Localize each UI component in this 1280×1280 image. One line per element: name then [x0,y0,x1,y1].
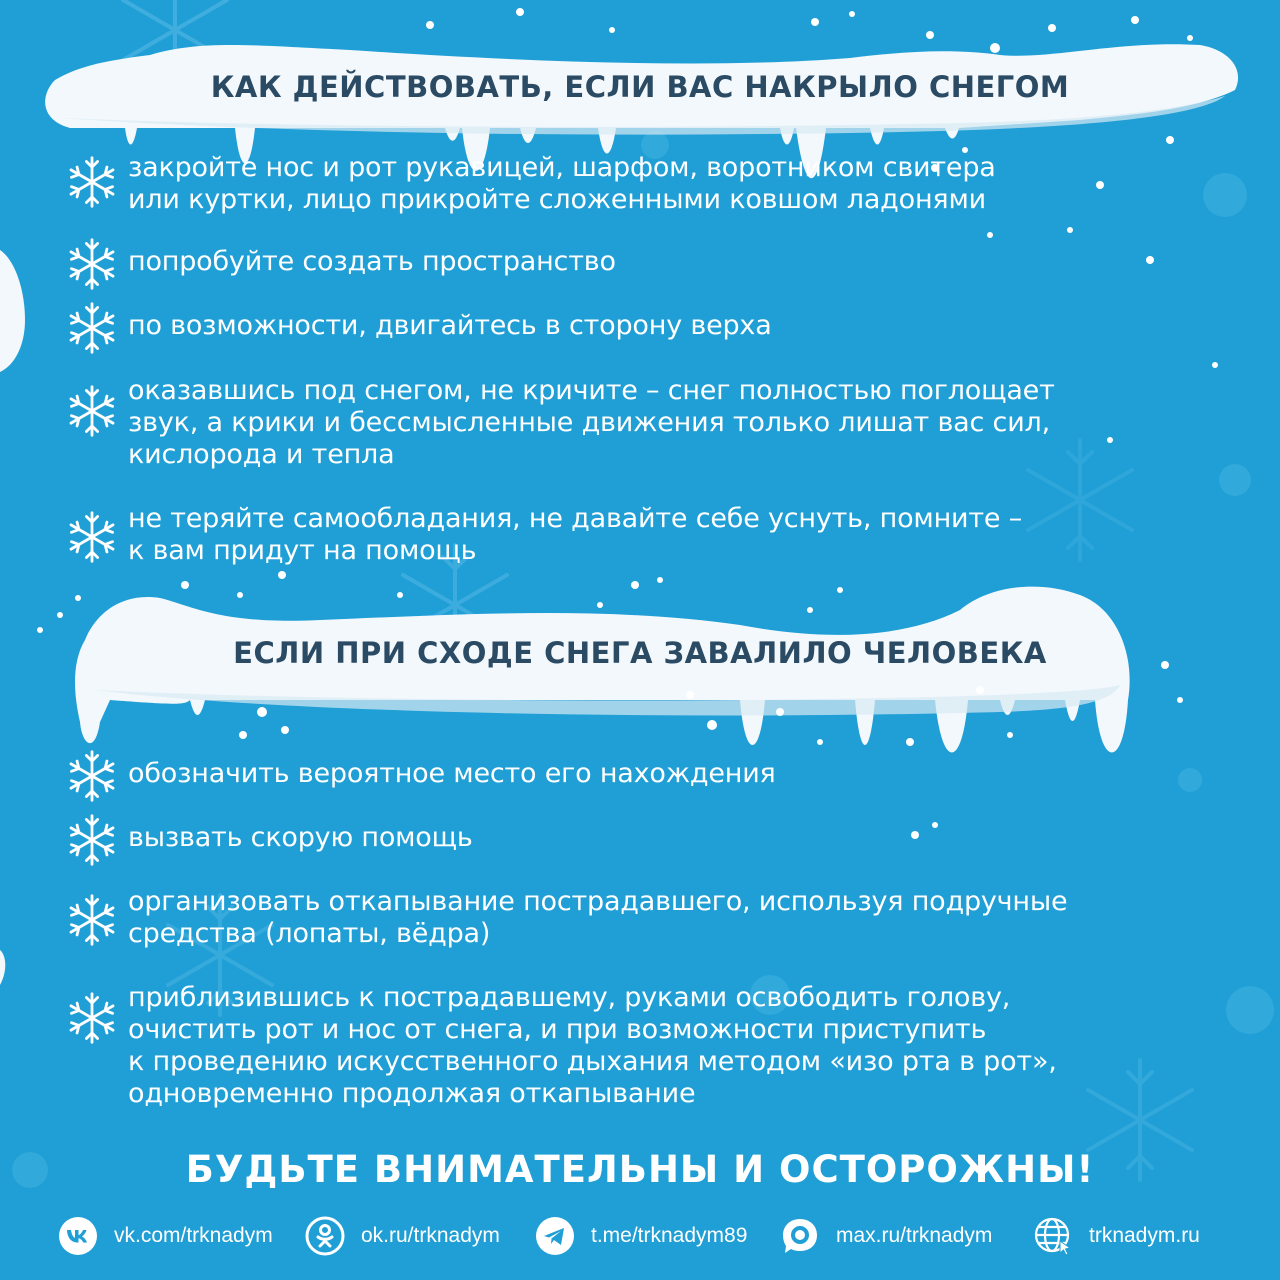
max-icon [780,1216,820,1256]
snowflake-icon [64,892,120,948]
footer-link-label: ok.ru/trknadym [361,1224,500,1247]
list-item-text: или куртки, лицо прикройте сложенными ковшом ладонями [128,184,986,215]
section2-title: ЕСЛИ ПРИ СХОДЕ СНЕГА ЗАВАЛИЛО ЧЕЛОВЕКА [233,636,1047,670]
list-item-text: приблизившись к пострадавшему, руками освободить голову, [128,982,1011,1013]
section1-title: КАК ДЕЙСТВОВАТЬ, ЕСЛИ ВАС НАКРЫЛО СНЕГОМ [210,70,1070,104]
list-item-text: к проведению искусственного дыхания методом «изо рта в рот», [128,1046,1057,1077]
list-item-text: закройте нос и рот рукавицей, шарфом, воротником свитера [128,152,996,183]
footer-link-vk[interactable] [58,1214,273,1258]
list-item-text: организовать откапывание пострадавшего, используя подручные [128,886,1068,917]
footer [0,1214,1280,1258]
snowflake-icon [64,509,120,565]
closing-slogan: БУДЬТЕ ВНИМАТЕЛЬНЫ И ОСТОРОЖНЫ! [185,1148,1095,1191]
footer-link-ok[interactable] [305,1214,500,1258]
footer-link-label: max.ru/trknadym [836,1224,993,1247]
list-item-text: не теряйте самообладания, не давайте себе уснуть, помните – [128,503,1023,534]
footer-link-website[interactable] [1033,1214,1200,1258]
snowflake-icon [64,748,120,804]
footer-link-max[interactable] [780,1214,992,1258]
telegram-icon [535,1216,575,1256]
odnoklassniki-icon [305,1216,345,1256]
footer-link-telegram[interactable] [535,1214,747,1258]
list-item-text: звук, а крики и бессмысленные движения только лишат вас сил, [128,407,1050,438]
snowflake-icon [64,300,120,356]
list-item-text: попробуйте создать пространство [128,246,616,277]
list-item-text: обозначить вероятное место его нахождения [128,758,776,789]
snowflake-icon [64,990,120,1046]
footer-link-label: vk.com/trknadym [114,1224,273,1247]
snowflake-icon [64,812,120,868]
list-item-text: вызвать скорую помощь [128,822,473,853]
vk-icon [58,1216,98,1256]
list-item-text: одновременно продолжая откапывание [128,1078,696,1109]
footer-link-label: t.me/trknadym89 [591,1224,748,1247]
globe-icon [1033,1216,1073,1256]
snowflake-icon [64,383,120,439]
list-item-text: оказавшись под снегом, не кричите – снег полностью поглощает [128,375,1055,406]
list-item-text: средства (лопаты, вёдра) [128,918,491,949]
snowflake-icon [64,154,120,210]
snowflake-icon [64,236,120,292]
footer-link-label: trknadym.ru [1089,1224,1200,1247]
list-item-text: очистить рот и нос от снега, и при возможности приступить [128,1014,987,1045]
list-item-text: по возможности, двигайтесь в сторону верха [128,310,772,341]
list-item-text: кислорода и тепла [128,439,395,470]
list-item-text: к вам придут на помощь [128,535,477,566]
